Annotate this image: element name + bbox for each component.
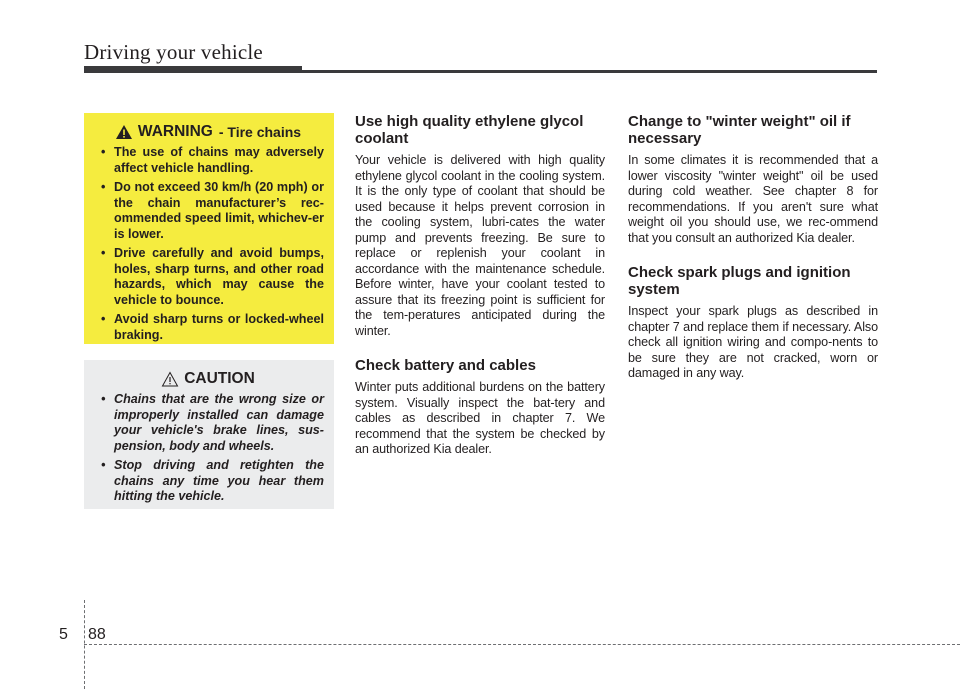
warning-label: WARNING	[137, 123, 213, 140]
section-body-spark-plugs: Inspect your spark plugs as described in chapter 7 and replace them if necessary. Also check all ignition wiring and compo-nents to be sure they are not cracked, worn or damaged in any way.	[628, 304, 878, 380]
warning-box	[84, 113, 334, 344]
page-header-title: Driving your vehicle	[84, 40, 263, 64]
caution-list	[92, 392, 324, 505]
middle-column	[355, 113, 605, 476]
caution-title	[92, 370, 324, 388]
warning-title	[92, 123, 324, 141]
section-heading-battery: Check battery and cables	[355, 357, 536, 374]
chapter-number: 5	[59, 626, 68, 643]
footer-rule	[84, 644, 960, 645]
header-rule-thin	[302, 70, 877, 73]
section-heading-oil: Change to "winter weight" oil if necessary	[628, 113, 851, 147]
warning-item: • The use of chains may adversely affect vehicle handling.	[92, 145, 324, 176]
right-column	[628, 113, 878, 400]
warning-item: • Drive carefully and avoid bumps, holes, sharp turns, and other road hazards, which may cause the vehicle to bounce.	[92, 246, 324, 308]
section-body-coolant: Your vehicle is delivered with high quality ethylene glycol coolant in the cooling system. It is the only type of coolant that should be used because it helps prevent corrosion in the cooling system, lubri-cates the water pump and prevents freezing. Be sure to replace or replenish your coolant in accordance with the maintenance schedule. Before winter, have your coolant tested to assure that its freezing point is sufficient for the tem-peratures anticipated during the winter.	[355, 153, 605, 338]
warning-item: • Avoid sharp turns or locked-wheel braking.	[92, 312, 324, 343]
warning-icon	[115, 124, 133, 140]
warning-list	[92, 145, 324, 343]
caution-icon	[161, 371, 179, 387]
caution-item: • Chains that are the wrong size or improperly installed can damage your vehicle's brake lines, sus-pension, body and wheels.	[92, 392, 324, 454]
page-number: 88	[88, 626, 106, 643]
warning-subtitle: - Tire chains	[218, 124, 302, 140]
caution-label: CAUTION	[184, 370, 255, 387]
section-heading-spark-plugs: Check spark plugs and ignition system	[628, 264, 851, 298]
footer-divider	[84, 600, 85, 689]
warning-item: • Do not exceed 30 km/h (20 mph) or the chain manufacturer’s rec-ommended speed limit, whichev-er is lower.	[92, 180, 324, 242]
header-rule-thick	[84, 66, 302, 73]
section-body-oil: In some climates it is recommended that a lower viscosity "winter weight" oil be used during cold weather. See chapter 8 for recommendations. If you aren't sure what weight oil you should use, we rec-ommend that you consult an authorized Kia dealer.	[628, 153, 878, 245]
section-body-battery: Winter puts additional burdens on the battery system. Visually inspect the bat-tery and cables as described in chapter 7. We recommend that the system be checked by an authorized Kia dealer.	[355, 380, 605, 456]
caution-item: • Stop driving and retighten the chains any time you hear them hitting the vehicle.	[92, 458, 324, 505]
section-heading-coolant: Use high quality ethylene glycol coolant	[355, 113, 584, 147]
caution-box	[84, 360, 334, 509]
